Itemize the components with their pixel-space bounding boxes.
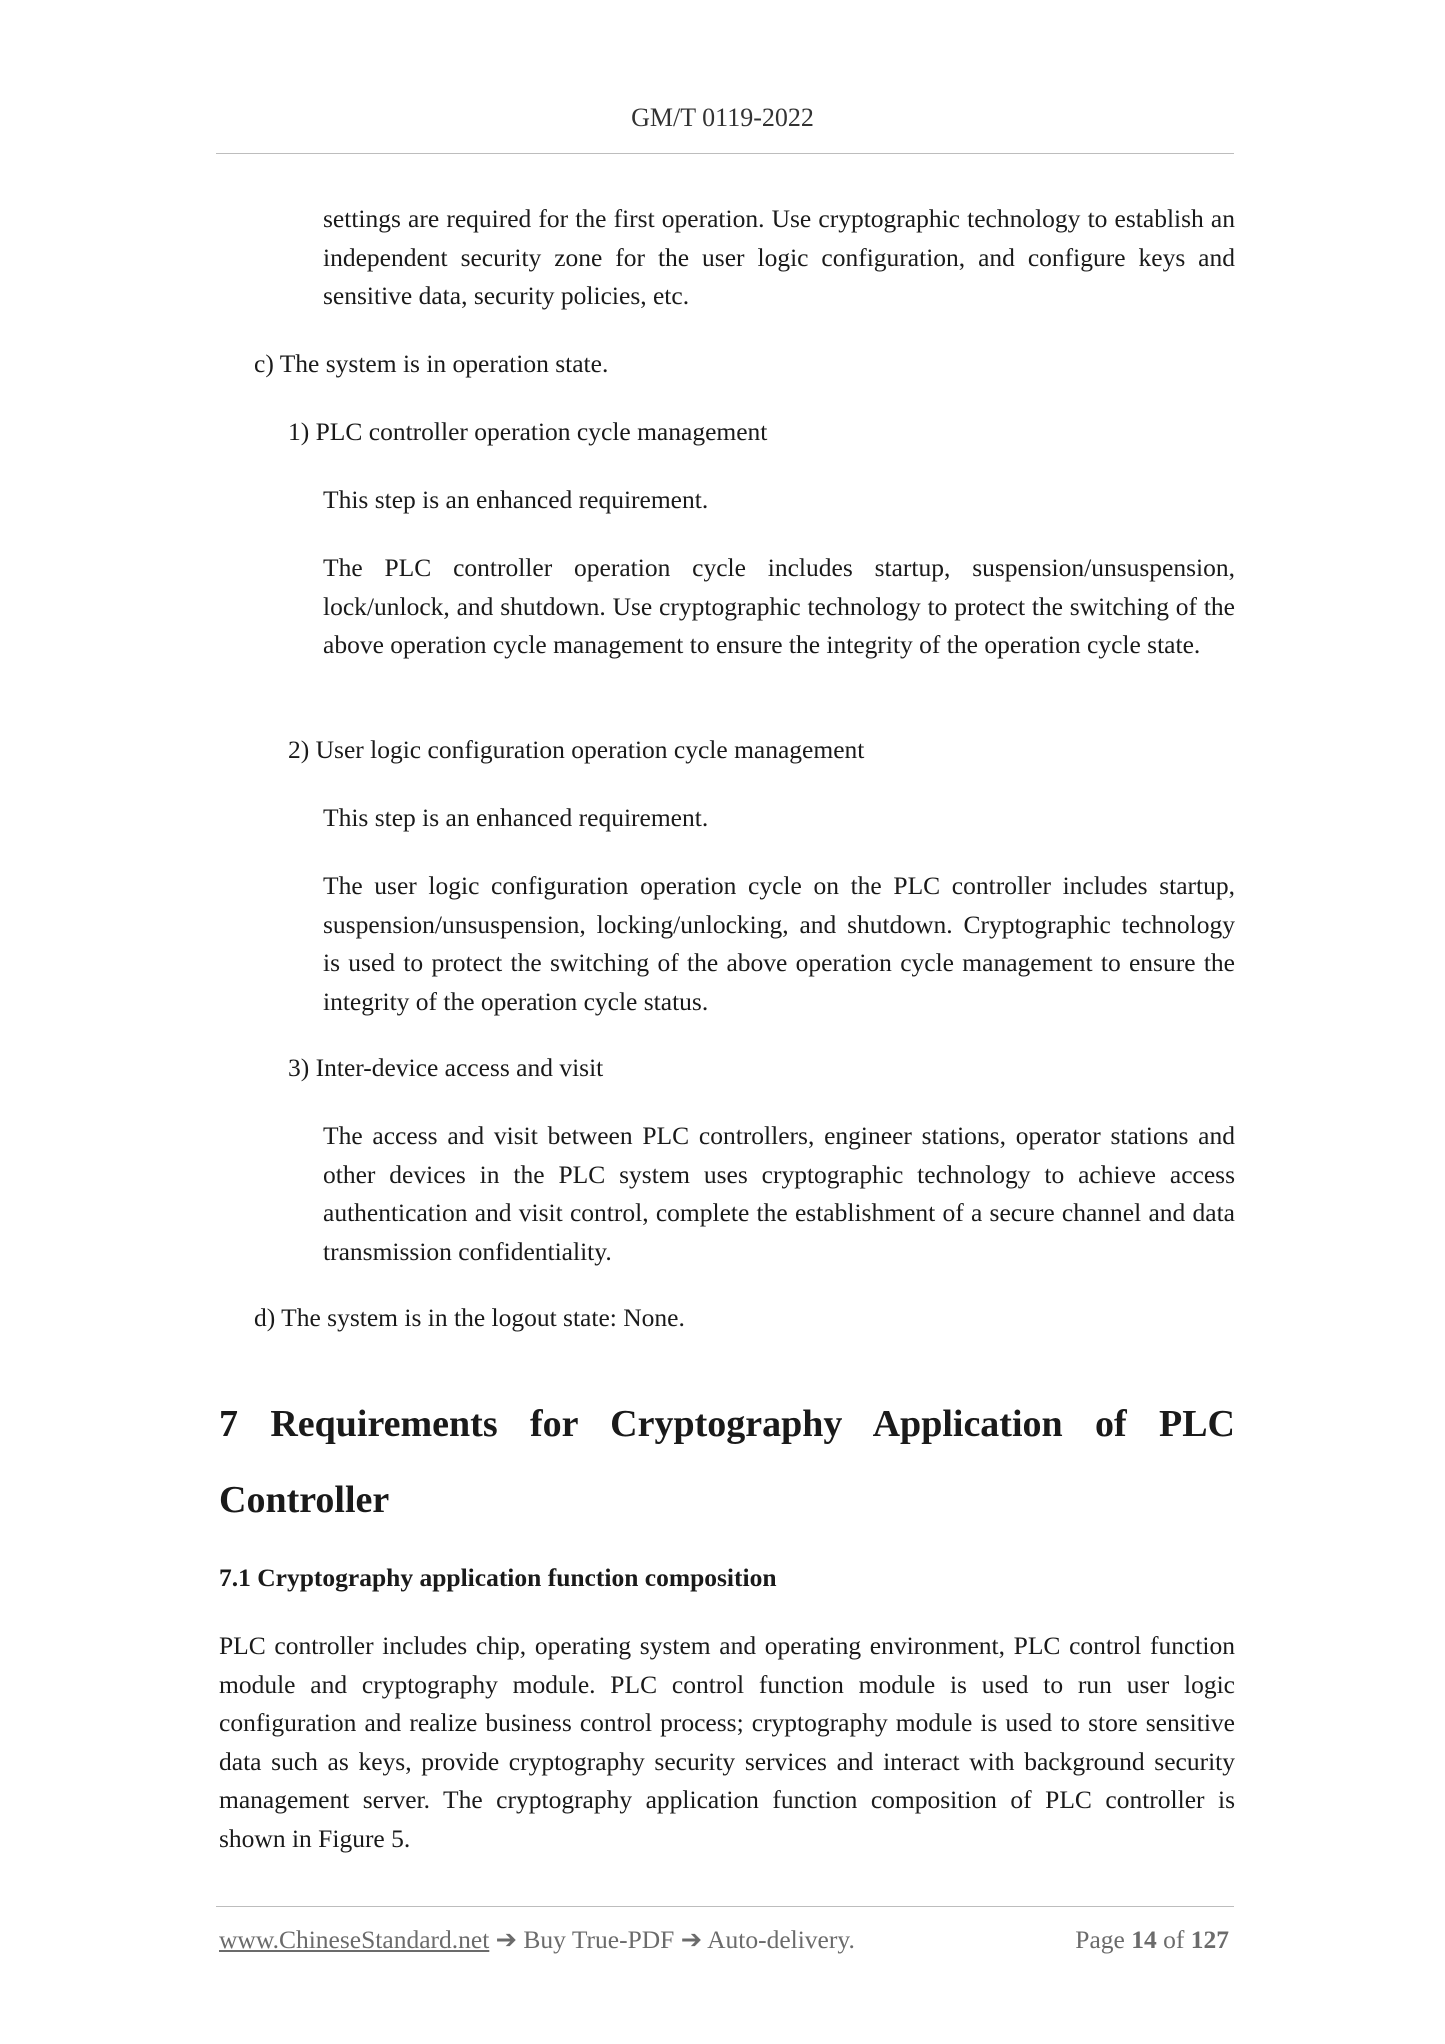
c2-note: This step is an enhanced requirement. (323, 803, 709, 832)
list-item-d: d) The system is in the logout state: None. (254, 1303, 685, 1332)
arrow-right-icon: ➔ (495, 1925, 518, 1954)
footer-divider (216, 1906, 1234, 1907)
buy-true-pdf-text: Buy True-PDF (523, 1925, 675, 1954)
page-number (1075, 1922, 1229, 1958)
page-current: 14 (1131, 1925, 1157, 1954)
subsection-heading-7-1: 7.1 Cryptography application function composition (219, 1563, 777, 1592)
chinesestandard-link[interactable]: www.ChineseStandard.net (219, 1925, 490, 1954)
page-label: Page (1075, 1925, 1125, 1954)
arrow-right-icon: ➔ (680, 1925, 703, 1954)
paragraph-continuation: settings are required for the first operation. Use cryptographic technology to establish an independent security zone for the user logic configuration, and configure keys and sensitive data, security policies, etc. (323, 204, 1235, 310)
list-item-c1: 1) PLC controller operation cycle management (288, 417, 768, 446)
running-header: GM/T 0119-2022 (631, 103, 814, 132)
page-total: 127 (1190, 1925, 1229, 1954)
c2-paragraph: The user logic configuration operation cycle on the PLC controller includes startup, suspension/unsuspension, locking/unlocking, and shutdown. Cryptographic technology is used to protect the switching of the above operation cycle management to ensure the integrity of the operation cycle status. (323, 871, 1235, 1016)
auto-delivery-text: Auto-delivery. (707, 1925, 855, 1954)
c1-paragraph: The PLC controller operation cycle includes startup, suspension/unsuspension, lock/unlock, and shutdown. Use cryptographic technology to protect the switching of the above operation cycle management to ensure the integrity of the operation cycle state. (323, 553, 1235, 659)
footer-promo (219, 1922, 855, 1958)
list-item-c: c) The system is in operation state. (254, 349, 609, 378)
c1-note: This step is an enhanced requirement. (323, 485, 709, 514)
list-item-c3: 3) Inter-device access and visit (288, 1053, 604, 1082)
list-item-c2: 2) User logic configuration operation cycle management (288, 735, 865, 764)
header-divider (216, 153, 1234, 154)
section-heading-7: 7 Requirements for Cryptography Application of PLC Controller (219, 1403, 1235, 1521)
c3-paragraph: The access and visit between PLC controllers, engineer stations, operator stations and other devices in the PLC system uses cryptographic technology to achieve access authentication and visit control, complete the establishment of a secure channel and data transmission confidentiality. (323, 1121, 1235, 1266)
section-7-1-paragraph: PLC controller includes chip, operating system and operating environment, PLC control function module and cryptography module. PLC control function module is used to run user logic configuration and realize business control process; cryptography module is used to store sensitive data such as keys, provide cryptography security services and interact with background security management server. The cryptography application function composition of PLC controller is shown in Figure 5. (219, 1631, 1235, 1853)
of-label: of (1163, 1925, 1185, 1954)
